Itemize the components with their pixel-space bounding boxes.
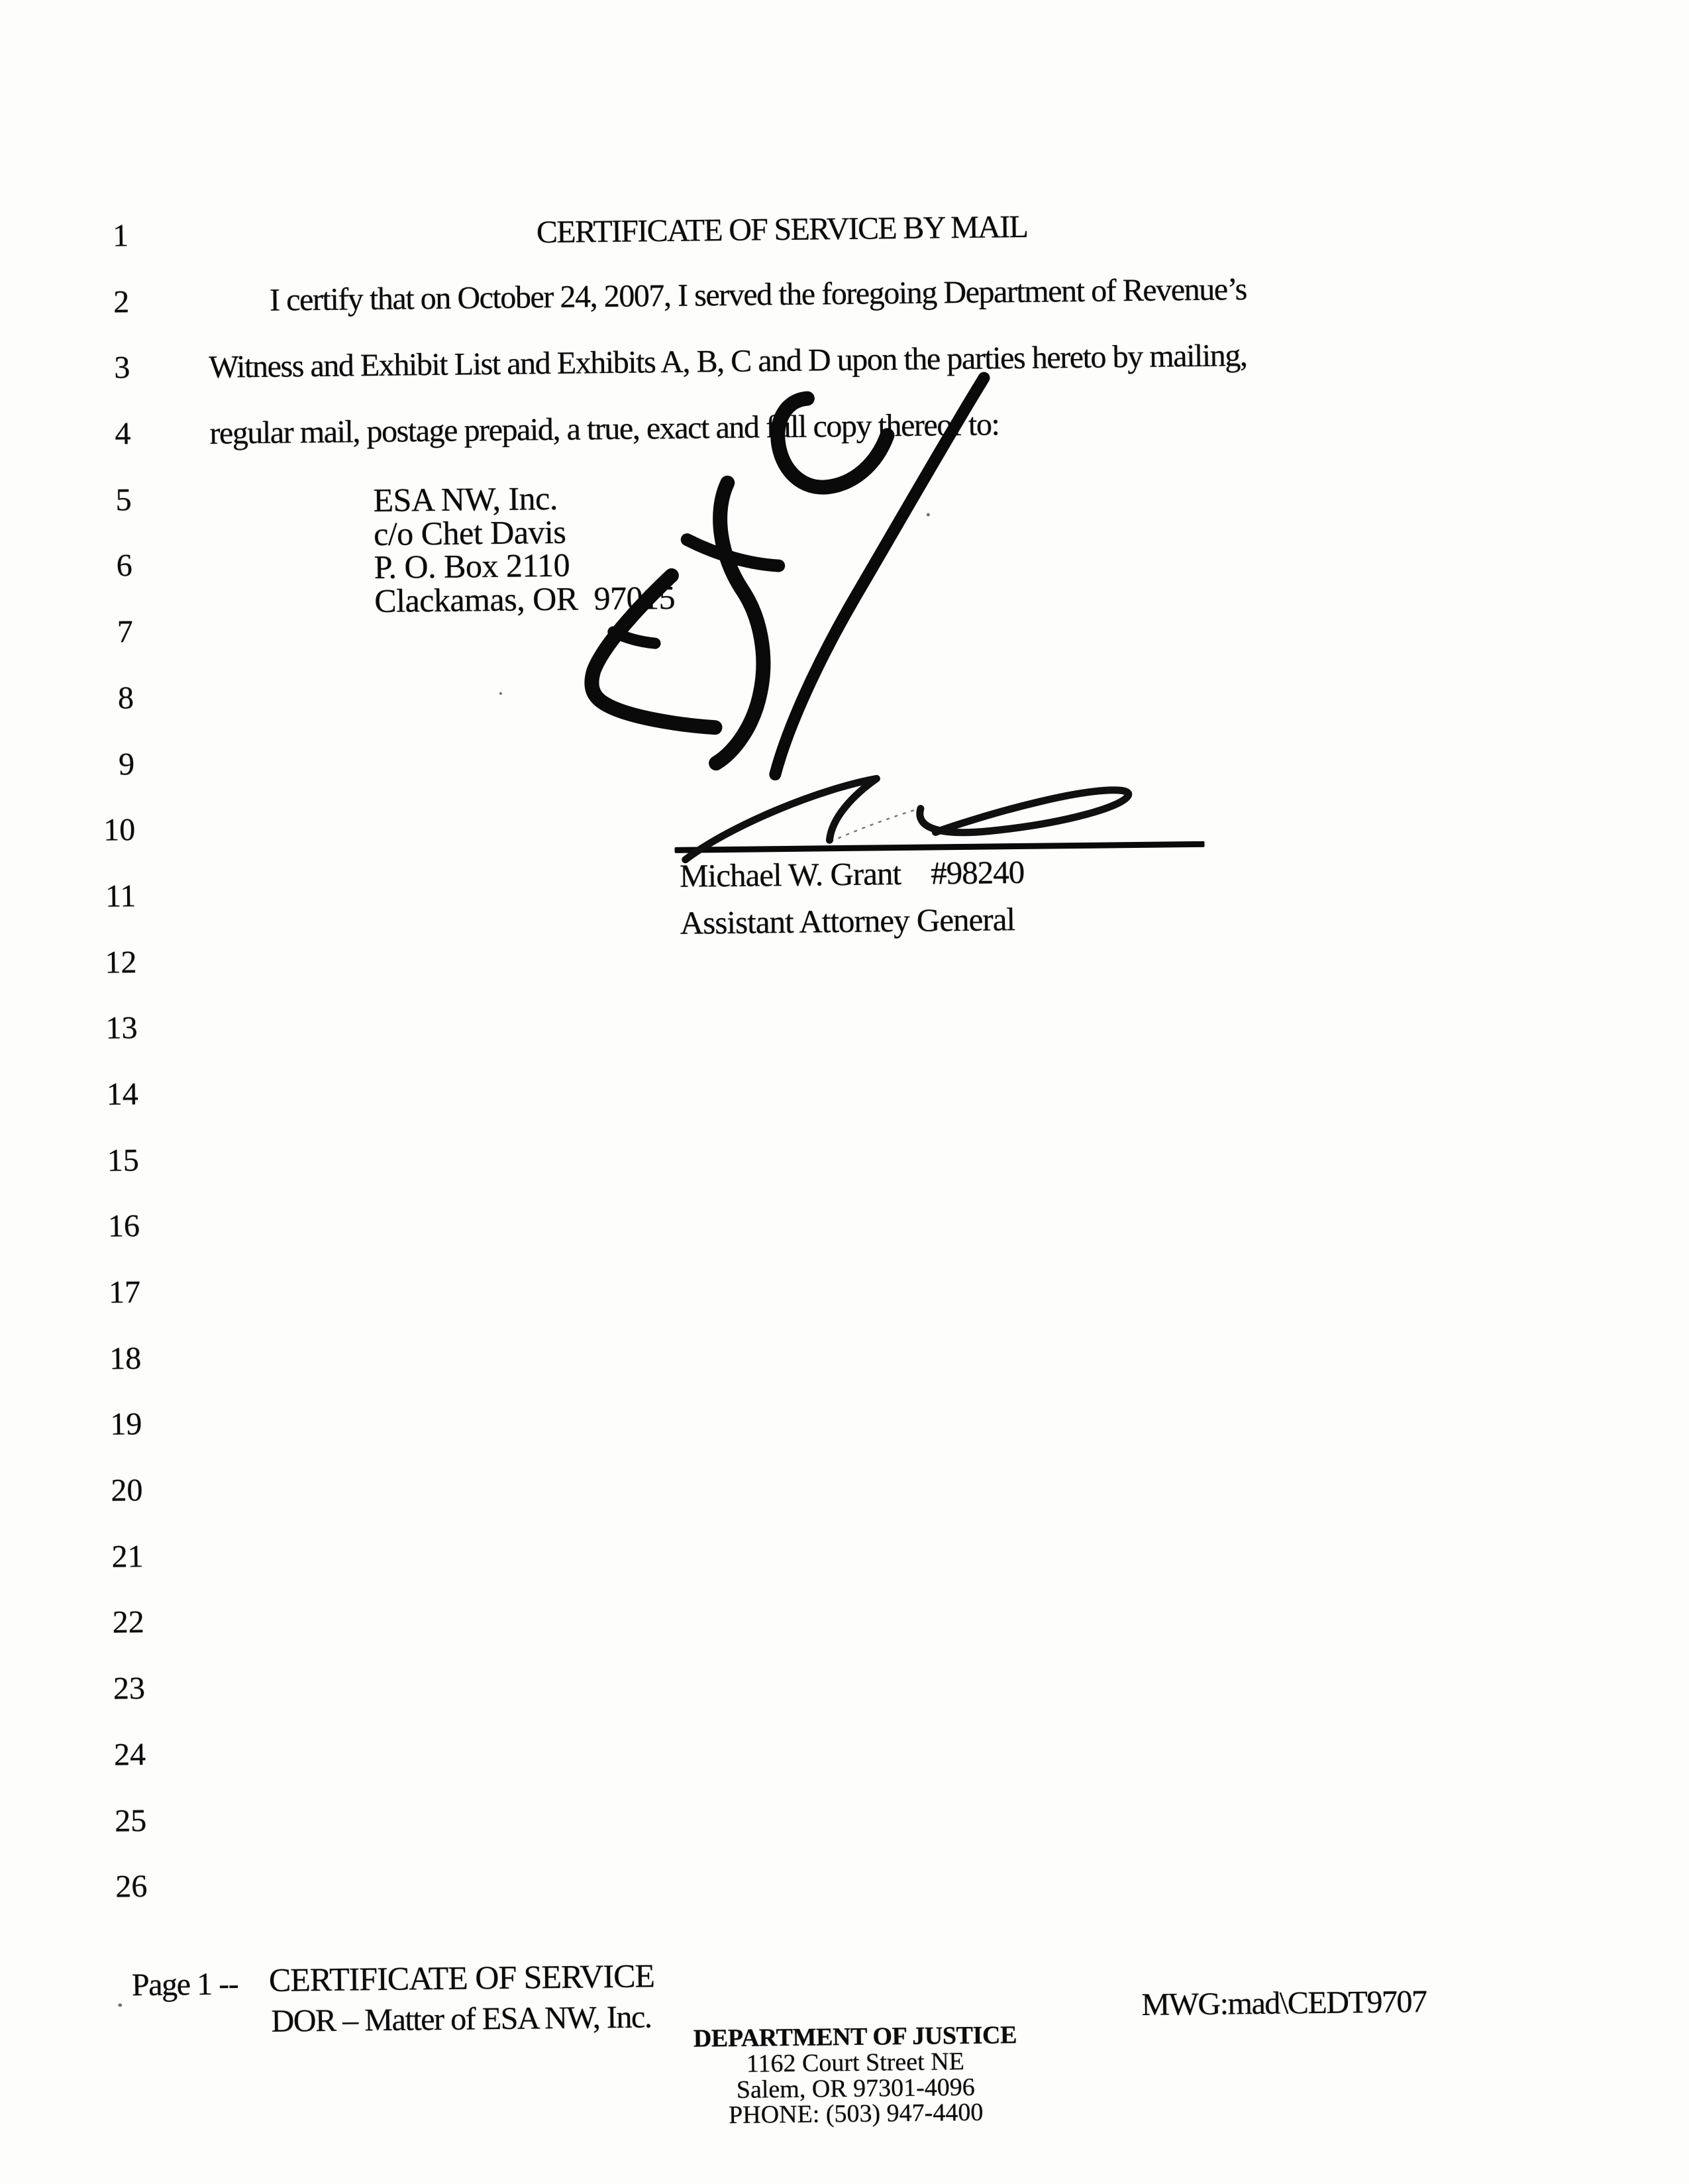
footer-matter-line: DOR – Matter of ESA NW, Inc. [271, 1999, 652, 2039]
line-number: 3 [113, 350, 130, 386]
line-number: 26 [115, 1869, 148, 1904]
line-number: 8 [117, 680, 134, 716]
line-number: 15 [107, 1142, 140, 1178]
line-number: 24 [113, 1736, 146, 1773]
signature-block [680, 849, 1025, 947]
agency-phone: PHONE: (503) 947-4400 [728, 2098, 984, 2130]
line-number: 20 [111, 1473, 143, 1508]
line-number: 14 [106, 1076, 139, 1112]
recipient-address-line: c/o Chet Davis [373, 513, 566, 552]
scan-speck [118, 2003, 122, 2006]
agency-street: 1162 Court Street NE [746, 2048, 965, 2078]
footer-page-label: Page 1 -- [131, 1966, 238, 2003]
line-number: 4 [115, 416, 131, 452]
signatory-title: Assistant Attorney General [680, 901, 1015, 941]
line-number: 22 [112, 1604, 145, 1641]
body-text-line: Witness and Exhibit List and Exhibits A, B, C and D upon the parties hereto by mailing, [208, 338, 1247, 385]
line-number: 23 [113, 1671, 146, 1706]
line-number: 5 [115, 482, 132, 518]
body-text-line: regular mail, postage prepaid, a true, exact and full copy thereof to: [209, 407, 999, 451]
line-number: 10 [103, 812, 136, 848]
line-number: 25 [114, 1802, 147, 1839]
line-number: 12 [105, 944, 137, 980]
certificate-body [208, 269, 1402, 481]
line-number: 9 [118, 746, 135, 782]
document-title: CERTIFICATE OF SERVICE BY MAIL [536, 209, 1028, 250]
line-number: 16 [107, 1208, 140, 1244]
line-number: 18 [109, 1340, 142, 1377]
agency-address-block [656, 2022, 1055, 2129]
line-number: 2 [113, 284, 130, 320]
line-number: 13 [105, 1010, 138, 1046]
line-number: 19 [110, 1406, 142, 1442]
line-number: 7 [117, 614, 134, 650]
signatory-name: Michael W. Grant #98240 [679, 853, 1025, 894]
pleading-line-numbers [60, 217, 148, 1935]
line-number: 21 [111, 1538, 144, 1575]
line-number: 17 [108, 1274, 141, 1310]
footer-document-title: CERTIFICATE OF SERVICE [268, 1957, 655, 1999]
line-number: 6 [116, 548, 132, 584]
recipient-address-line: Clackamas, OR 97015 [374, 578, 676, 619]
agency-name: DEPARTMENT OF JUSTICE [693, 2021, 1017, 2053]
recipient-address-block [373, 480, 675, 617]
agency-city-state-zip: Salem, OR 97301-4096 [736, 2073, 976, 2104]
recipient-address-line: P. O. Box 2110 [374, 546, 570, 586]
line-number: 1 [112, 218, 129, 254]
line-number: 11 [105, 878, 136, 914]
recipient-address-line: ESA NW, Inc. [373, 479, 558, 519]
scan-speck [927, 513, 930, 516]
body-text-line: I certify that on October 24, 2007, I served the foregoing Department of Revenue’s [269, 272, 1247, 318]
scan-speck [499, 692, 502, 695]
footer-file-reference: MWG:mad\CEDT9707 [1141, 1984, 1427, 2023]
